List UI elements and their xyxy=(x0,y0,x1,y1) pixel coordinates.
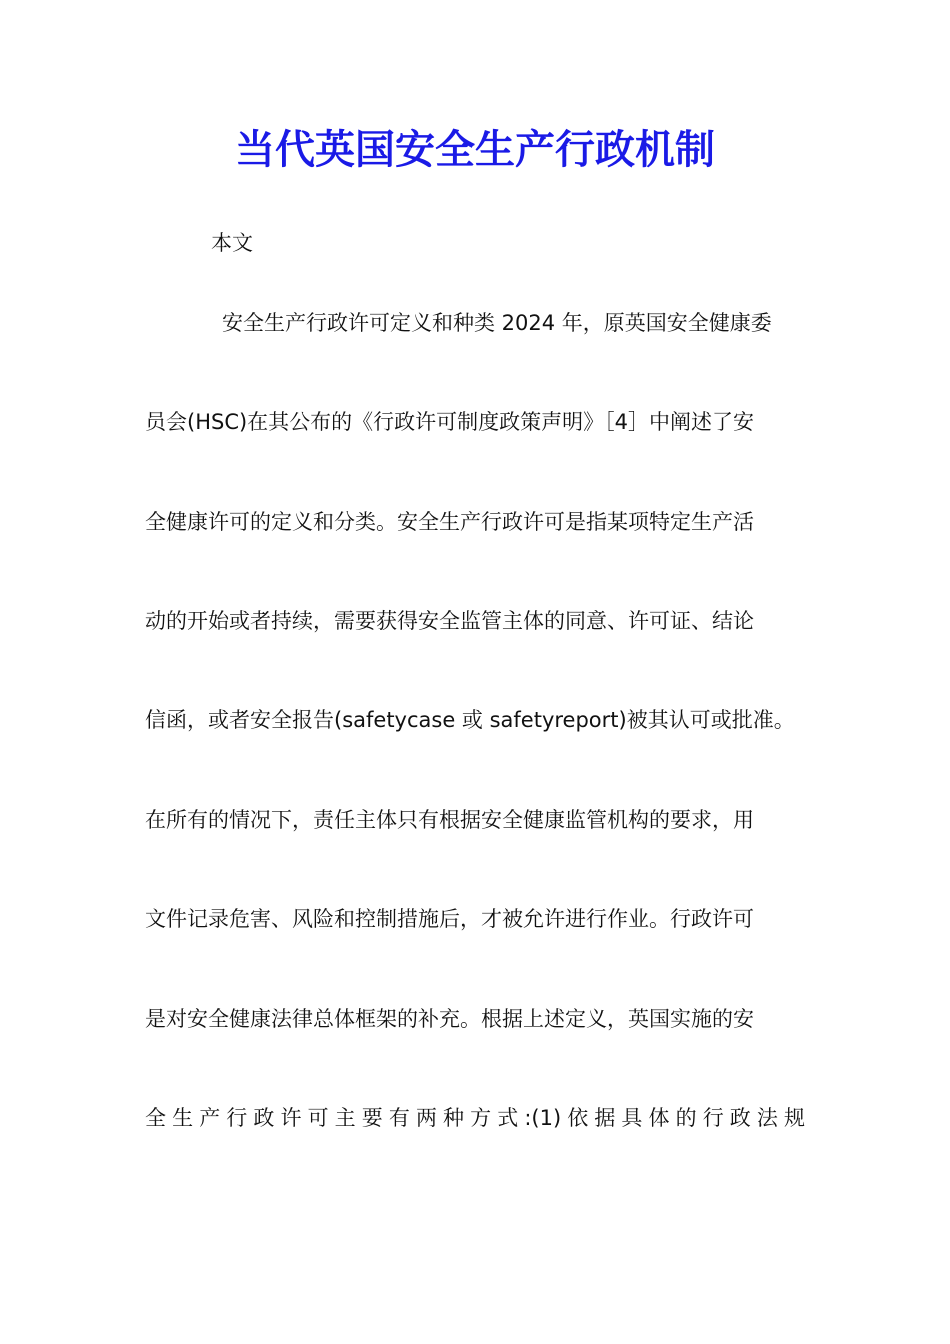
paragraph-line: 动的开始或者持续，需要获得安全监管主体的同意、许可证、结论 xyxy=(145,609,754,633)
paragraph-line: 在所有的情况下，责任主体只有根据安全健康监管机构的要求，用 xyxy=(145,808,754,832)
paragraph-line: 是对安全健康法律总体框架的补充。根据上述定义，英国实施的安 xyxy=(145,1007,754,1031)
paragraph-line: 全健康许可的定义和分类。安全生产行政许可是指某项特定生产活 xyxy=(145,510,754,534)
paragraph-line: 文件记录危害、风险和控制措施后，才被允许进行作业。行政许可 xyxy=(145,907,754,931)
document-title: 当代英国安全生产行政机制 xyxy=(235,127,715,173)
paragraph-line: 安全生产行政许可定义和种类 2024 年，原英国安全健康委 xyxy=(222,311,772,335)
paragraph-line: 信函，或者安全报告(safetycase 或 safetyreport)被其认可或批准。 xyxy=(145,708,795,732)
paragraph-line: 员会(HSC)在其公布的《行政许可制度政策声明》［4］中阐述了安 xyxy=(145,410,755,434)
paragraph-line: 全生产行政许可主要有两种方式:(1)依据具体的行政法规 xyxy=(145,1106,805,1130)
author-line: 本文 xyxy=(211,231,253,255)
